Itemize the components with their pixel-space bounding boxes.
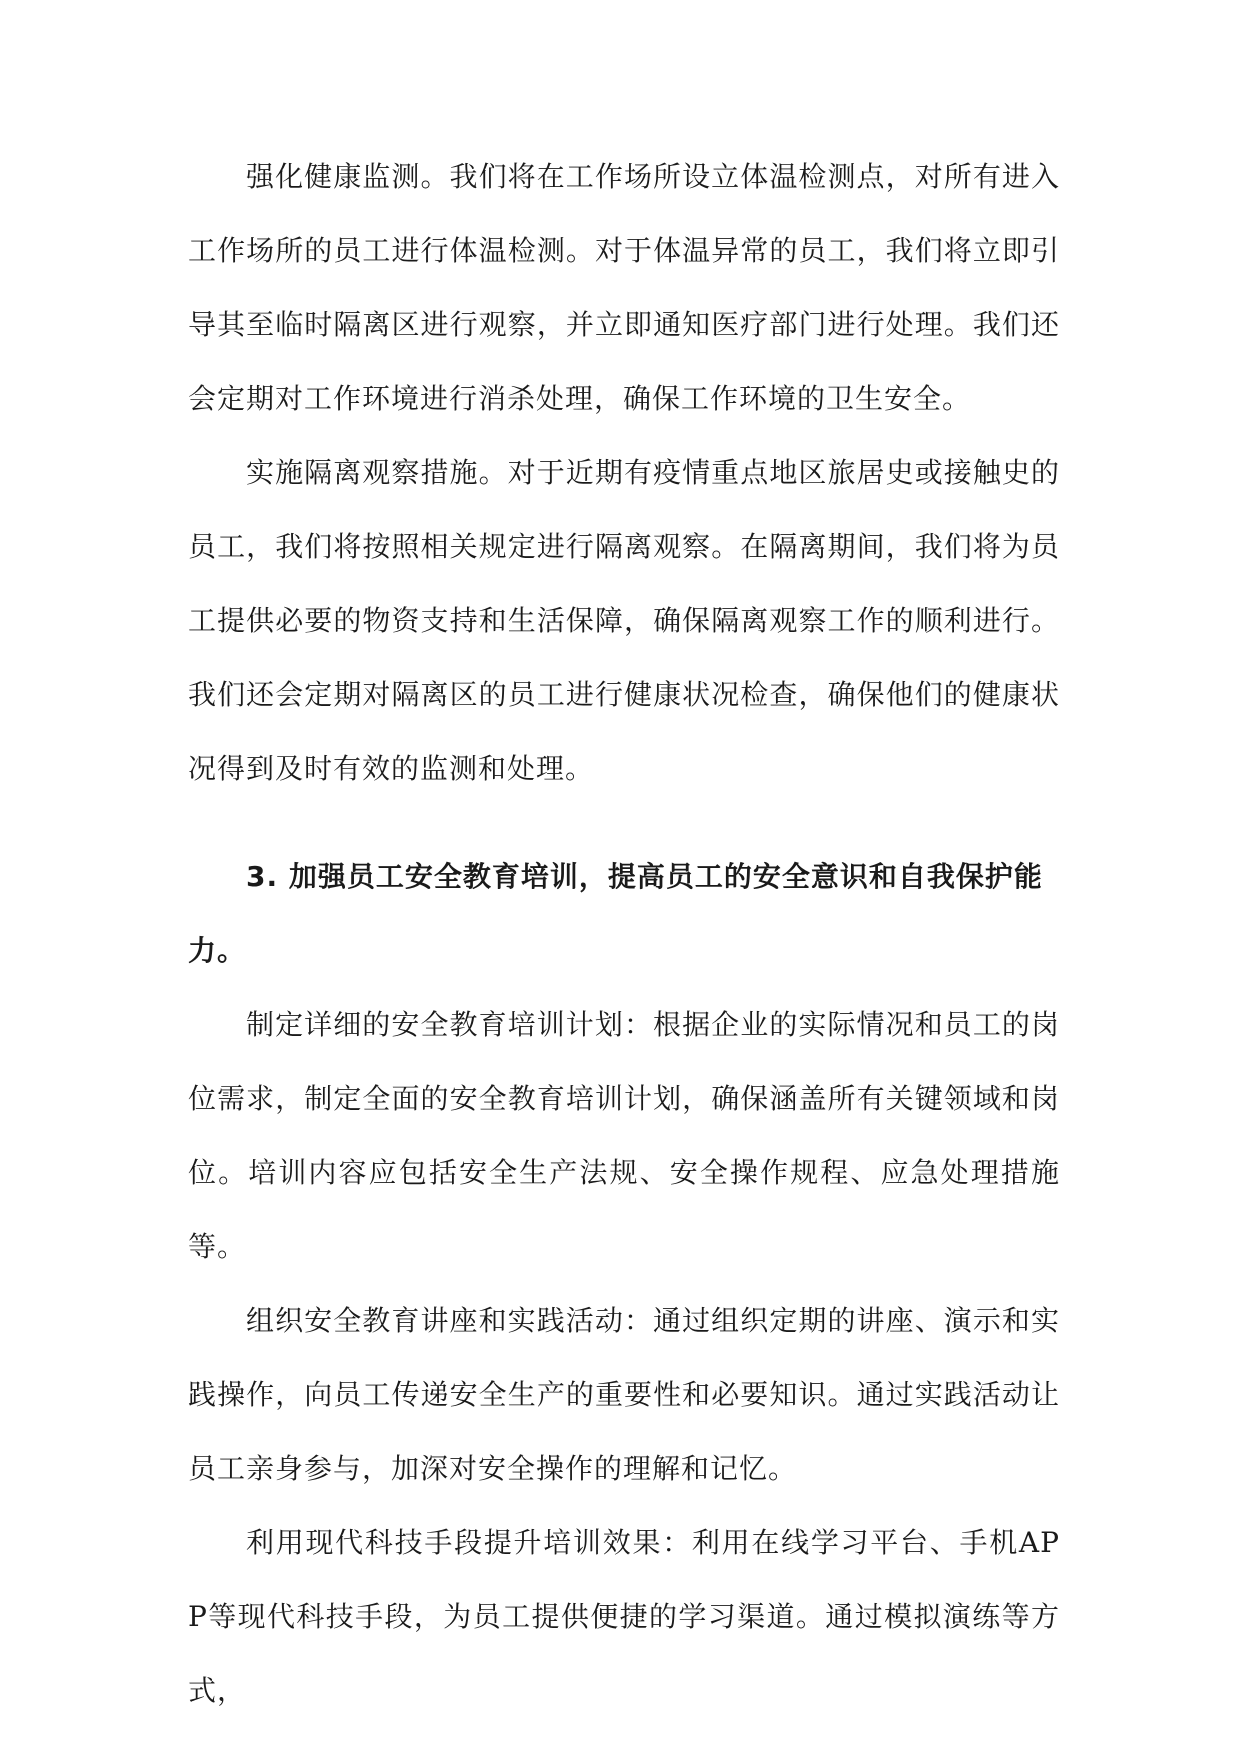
paragraph-modern-technology: 利用现代科技手段提升培训效果：利用在线学习平台、手机APP等现代科技手段，为员工提供便捷的学习渠道。通过模拟演练等方式，	[188, 1526, 1060, 1707]
paragraph-health-monitoring: 强化健康监测。我们将在工作场所设立体温检测点，对所有进入工作场所的员工进行体温检测。对于体温异常的员工，我们将立即引导其至临时隔离区进行观察，并立即通知医疗部门进行处理。我们还会定期对工作环境进行消杀处理，确保工作环境的卫生安全。	[188, 160, 1060, 415]
paragraph-lectures-practice: 组织安全教育讲座和实践活动：通过组织定期的讲座、演示和实践操作，向员工传递安全生产的重要性和必要知识。通过实践活动让员工亲身参与，加深对安全操作的理解和记忆。	[188, 1304, 1060, 1485]
paragraph-isolation-measures: 实施隔离观察措施。对于近期有疫情重点地区旅居史或接触史的员工，我们将按照相关规定进行隔离观察。在隔离期间，我们将为员工提供必要的物资支持和生活保障，确保隔离观察工作的顺利进行。我们还会定期对隔离区的员工进行健康状况检查，确保他们的健康状况得到及时有效的监测和处理。	[188, 456, 1060, 785]
paragraph-training-plan: 制定详细的安全教育培训计划：根据企业的实际情况和员工的岗位需求，制定全面的安全教育培训计划，确保涵盖所有关键领域和岗位。培训内容应包括安全生产法规、安全操作规程、应急处理措施等。	[188, 1008, 1060, 1263]
document-body	[188, 140, 1060, 1728]
section-heading-safety-training: 3. 加强员工安全教育培训，提高员工的安全意识和自我保护能力。	[188, 860, 1043, 967]
